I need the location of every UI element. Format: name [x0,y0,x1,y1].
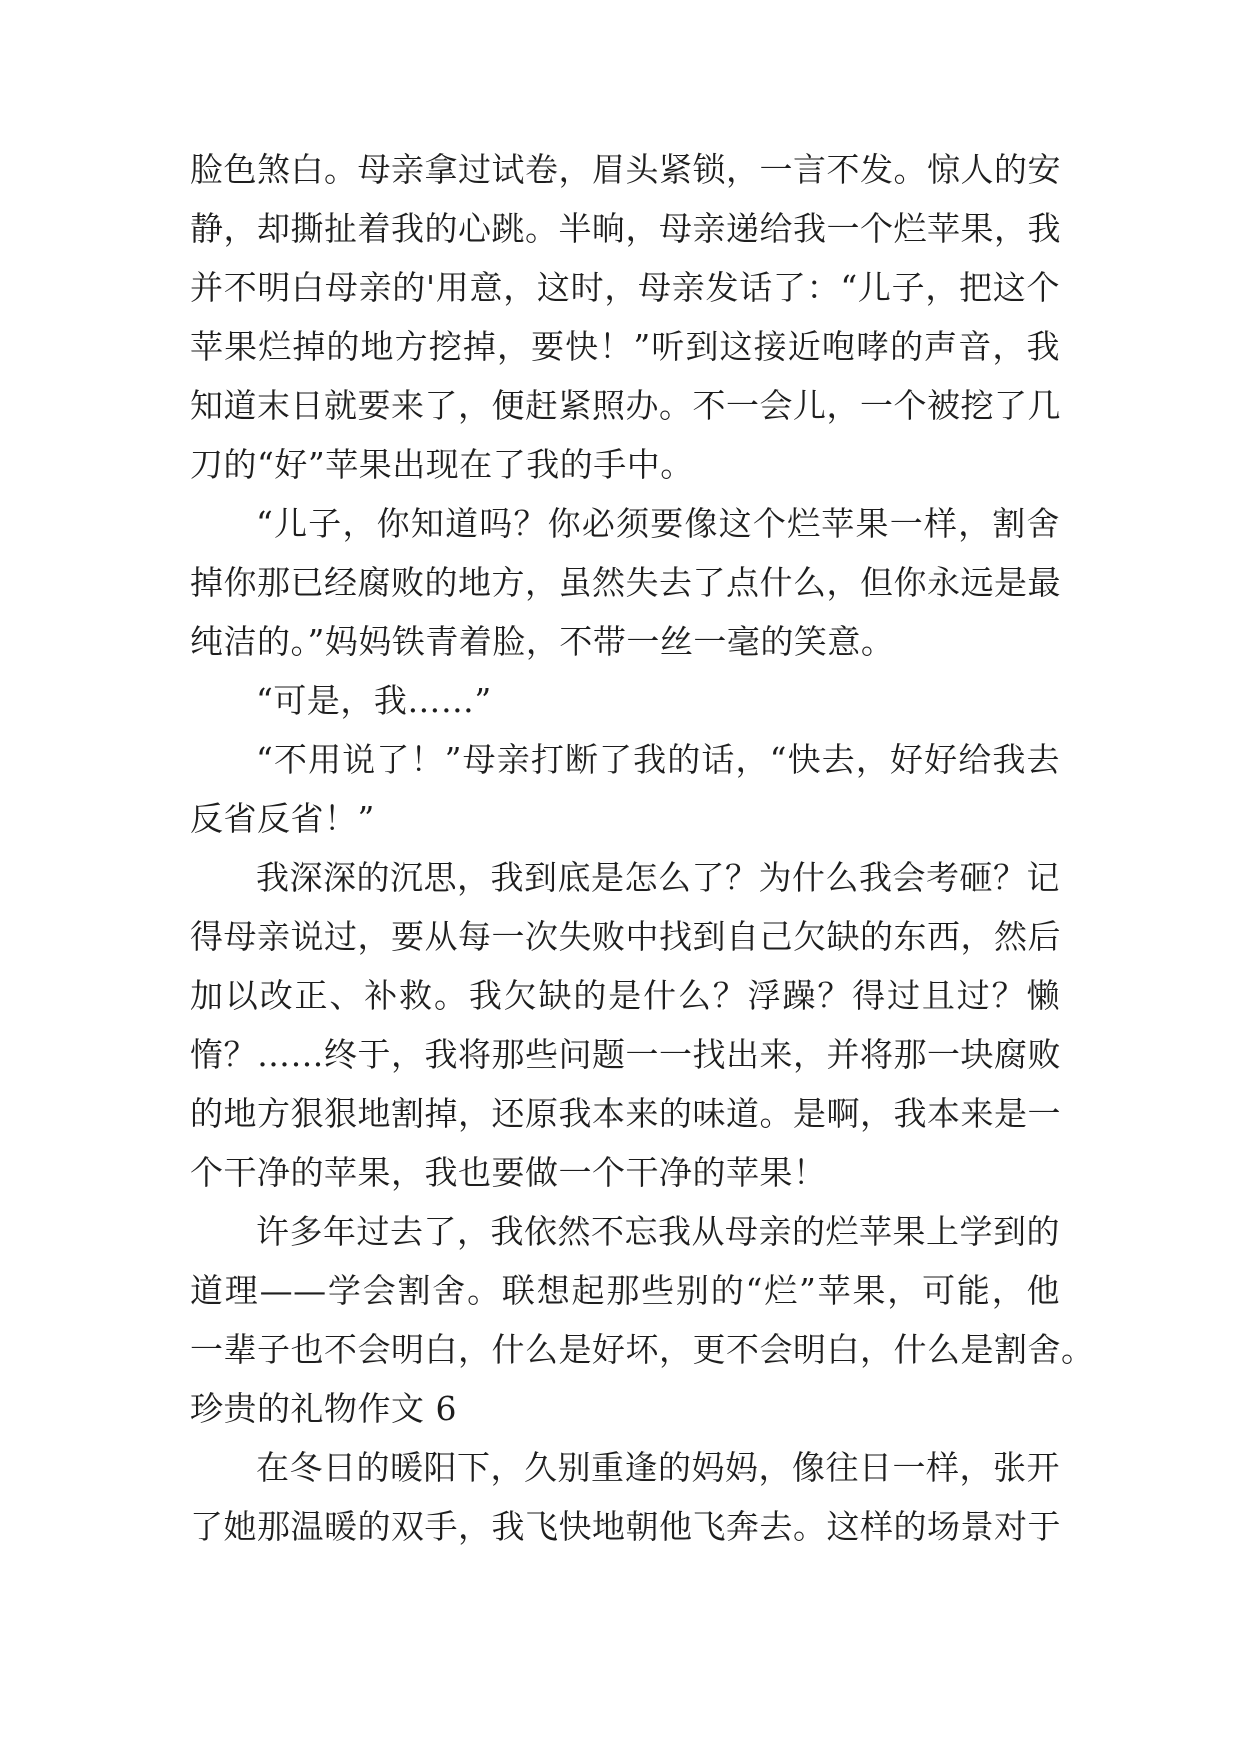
document-body [190,140,1095,1556]
text-line: 个干净的苹果，我也要做一个干净的苹果！ [190,1153,827,1192]
text-line: 苹果烂掉的地方挖掉，要快！”听到这接近咆哮的声音，我 [190,327,1060,366]
text-line: 刀的“好”苹果出现在了我的手中。 [190,445,694,484]
text-line: 一辈子也不会明白，什么是好坏，更不会明白，什么是割舍。 [190,1330,1095,1369]
text-line: 许多年过去了，我依然不忘我从母亲的烂苹果上学到的 [256,1212,1060,1251]
text-line: 在冬日的暖阳下，久别重逢的妈妈，像往日一样，张开 [256,1448,1060,1487]
text-line: 惰？……终于，我将那些问题一一找出来，并将那一块腐败 [190,1035,1061,1074]
text-line: 的地方狠狠地割掉，还原我本来的味道。是啊，我本来是一 [190,1094,1061,1133]
text-line: 静，却撕扯着我的心跳。半晌，母亲递给我一个烂苹果，我 [190,209,1061,248]
text-line: 掉你那已经腐败的地方，虽然失去了点什么，但你永远是最 [190,563,1061,602]
text-line: “可是，我……” [256,681,492,720]
text-line: 珍贵的礼物作文 6 [190,1389,457,1428]
text-line: 得母亲说过，要从每一次失败中找到自己欠缺的东西，然后 [190,917,1061,956]
text-line: “不用说了！”母亲打断了我的话，“快去，好好给我去 [256,740,1060,779]
text-line: 纯洁的。”妈妈铁青着脸，不带一丝一毫的笑意。 [190,622,895,661]
text-line: 加以改正、补救。我欠缺的是什么？浮躁？得过且过？懒 [190,976,1060,1015]
text-line: 并不明白母亲的'用意，这时，母亲发话了：“儿子，把这个 [190,268,1060,307]
text-line: 我深深的沉思，我到底是怎么了？为什么我会考砸？记 [256,858,1060,897]
text-line: 脸色煞白。母亲拿过试卷，眉头紧锁，一言不发。惊人的安 [190,150,1061,189]
text-line: “儿子，你知道吗？你必须要像这个烂苹果一样，割舍 [256,504,1060,543]
text-line: 反省反省！” [190,799,375,838]
text-line: 知道末日就要来了，便赶紧照办。不一会儿，一个被挖了几 [190,386,1061,425]
text-line: 了她那温暖的双手，我飞快地朝他飞奔去。这样的场景对于 [190,1507,1061,1546]
text-line: 道理——学会割舍。联想起那些别的“烂”苹果，可能，他 [190,1271,1060,1310]
